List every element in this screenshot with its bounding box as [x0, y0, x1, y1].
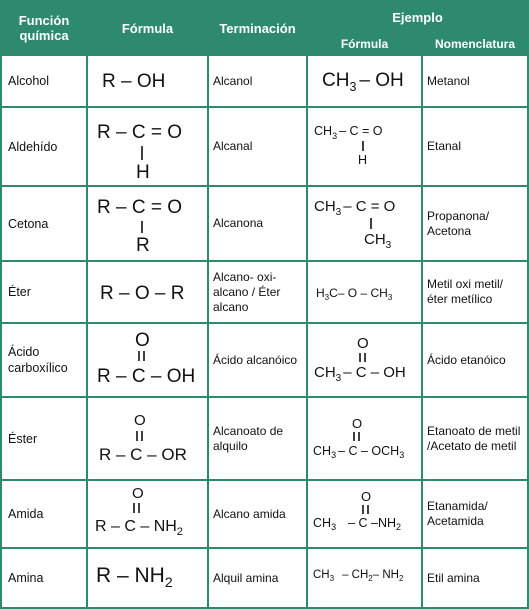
example-text — [313, 516, 401, 532]
example-text — [316, 286, 393, 302]
row-eter-formula — [88, 262, 207, 322]
example-part: C– O – CH — [329, 286, 388, 300]
row-aldehido-nomenclatura: Etanal — [423, 108, 527, 185]
formula-top: O — [134, 412, 146, 429]
row-ester-funcion: Éster — [2, 398, 86, 479]
row-eter-terminacion: Alcano- oxi- alcano / Éter alcano — [209, 262, 306, 322]
row-cetona-formula — [88, 187, 207, 260]
example-subscript: 3 — [324, 293, 330, 302]
formula-subscript: 2 — [176, 526, 183, 538]
example-subscript: 3 — [399, 450, 405, 460]
example-part: – C – OH — [343, 364, 406, 381]
formula-alcohol — [88, 56, 207, 106]
example-text — [314, 198, 395, 218]
example-text — [314, 364, 406, 384]
header-funcion: Función química — [2, 2, 86, 54]
formula-text: R – C – OH — [97, 366, 196, 387]
example-part: CH — [313, 569, 330, 581]
formula-text — [95, 518, 183, 538]
header-ejemplo: Ejemplo — [308, 2, 527, 32]
example-part: – NH — [372, 569, 399, 581]
example-part: CH — [314, 364, 336, 381]
formula-eter — [88, 262, 207, 322]
row-aldehido-formula — [88, 108, 207, 185]
row-acido-formula — [88, 324, 207, 396]
example-amida — [308, 481, 421, 547]
example-alcohol — [308, 56, 421, 106]
example-subscript: 3 — [385, 240, 392, 251]
row-acido-terminacion: Ácido alcanóico — [209, 324, 306, 396]
header-terminacion: Terminación — [209, 2, 306, 54]
example-subscript: 2 — [396, 522, 402, 532]
row-acido-ejemplo — [308, 324, 421, 396]
row-aldehido-funcion: Aldehído — [2, 108, 86, 185]
row-aldehido-ejemplo — [308, 108, 421, 185]
header-ejemplo-nomenclatura: Nomenclatura — [423, 34, 527, 54]
example-cetona — [308, 187, 421, 260]
example-part: CH — [364, 231, 386, 248]
row-acido-nomenclatura: Ácido etanóico — [423, 324, 527, 396]
header-ejemplo-formula: Fórmula — [308, 34, 421, 54]
example-top: O — [357, 335, 369, 352]
example-below: H — [358, 153, 368, 167]
formula-cetona — [88, 187, 207, 260]
row-amina-formula — [88, 549, 207, 607]
example-eter — [308, 262, 421, 322]
row-amina-terminacion: Alquil amina — [209, 549, 306, 607]
example-subscript: 3 — [335, 207, 342, 218]
row-eter-nomenclatura: Metil oxi metil/ éter metílico — [423, 262, 527, 322]
row-alcohol-terminacion: Alcanol — [209, 56, 306, 106]
formula-below: R — [136, 235, 150, 256]
row-cetona-ejemplo — [308, 187, 421, 260]
example-part: CH — [313, 444, 332, 458]
row-ester-nomenclatura: Etanoato de metil /Acetato de metil — [423, 398, 527, 479]
row-amida-nomenclatura: Etanamida/ Acetamida — [423, 481, 527, 547]
example-part: CH — [314, 198, 336, 215]
formula-amida — [88, 481, 207, 547]
example-part: – C = O — [339, 124, 383, 138]
formula-part: R – C – NH — [95, 518, 177, 535]
example-part: – C –NH — [348, 516, 397, 530]
row-ester-terminacion: Alcanoato de alquilo — [209, 398, 306, 479]
row-eter-ejemplo — [308, 262, 421, 322]
formula-part: R – NH — [96, 564, 165, 587]
example-subscript: 3 — [332, 131, 338, 141]
example-subscript: 3 — [329, 574, 335, 583]
row-alcohol-nomenclatura: Metanol — [423, 56, 527, 106]
formula-text: R – OH — [102, 71, 166, 92]
formula-text — [96, 564, 173, 590]
row-amina-nomenclatura: Etil amina — [423, 549, 527, 607]
row-amina-ejemplo — [308, 549, 421, 607]
example-acido — [308, 324, 421, 396]
example-top: O — [361, 489, 372, 504]
example-subscript: 3 — [335, 373, 342, 384]
example-top: O — [352, 416, 363, 431]
row-acido-funcion: Ácido carboxílico — [2, 324, 86, 396]
formula-text: R – C = O — [97, 197, 182, 218]
example-text — [322, 70, 404, 94]
example-subscript: 3 — [387, 293, 393, 302]
row-amida-funcion: Amida — [2, 481, 86, 547]
row-amida-formula — [88, 481, 207, 547]
example-text — [313, 569, 404, 583]
row-amina-funcion: Amina — [2, 549, 86, 607]
row-ester-formula — [88, 398, 207, 479]
row-amida-ejemplo — [308, 481, 421, 547]
example-subscript: 3 — [331, 522, 337, 532]
row-cetona-nomenclatura: Propanona/ Acetona — [423, 187, 527, 260]
example-subscript: 3 — [349, 80, 357, 94]
row-aldehido-terminacion: Alcanal — [209, 108, 306, 185]
row-cetona-terminacion: Alcanona — [209, 187, 306, 260]
example-below — [364, 231, 392, 251]
example-part: H — [316, 286, 325, 300]
formula-top: O — [132, 485, 144, 502]
example-aldehido — [308, 108, 421, 185]
formula-aldehido — [88, 108, 207, 185]
formula-below: H — [136, 162, 150, 183]
example-part: – C = O — [343, 198, 396, 215]
example-subscript: 2 — [398, 574, 404, 583]
example-part: – C – OCH — [338, 444, 400, 458]
formula-text: R – O – R — [100, 283, 185, 304]
formula-acido — [88, 324, 207, 396]
example-text — [314, 124, 383, 141]
row-alcohol-funcion: Alcohol — [2, 56, 86, 106]
example-subscript: 3 — [331, 450, 337, 460]
example-part: CH — [322, 70, 350, 91]
row-alcohol-ejemplo — [308, 56, 421, 106]
example-subscript: 2 — [368, 574, 373, 583]
formula-top: O — [135, 330, 150, 351]
row-alcohol-formula — [88, 56, 207, 106]
header-formula: Fórmula — [88, 2, 207, 54]
row-amida-terminacion: Alcano amida — [209, 481, 306, 547]
example-part: – CH — [342, 569, 369, 581]
example-part: – OH — [359, 70, 404, 91]
formula-subscript: 2 — [164, 574, 173, 590]
example-text — [313, 444, 404, 460]
example-ester — [308, 398, 421, 479]
formula-text: R – C – OR — [99, 445, 187, 464]
row-eter-funcion: Éter — [2, 262, 86, 322]
example-part: CH — [314, 124, 333, 138]
formula-ester — [88, 398, 207, 479]
row-ester-ejemplo — [308, 398, 421, 479]
example-part: CH — [313, 516, 332, 530]
row-cetona-funcion: Cetona — [2, 187, 86, 260]
formula-amina — [88, 549, 207, 607]
formula-text: R – C = O — [97, 122, 182, 143]
example-amina — [308, 549, 421, 607]
